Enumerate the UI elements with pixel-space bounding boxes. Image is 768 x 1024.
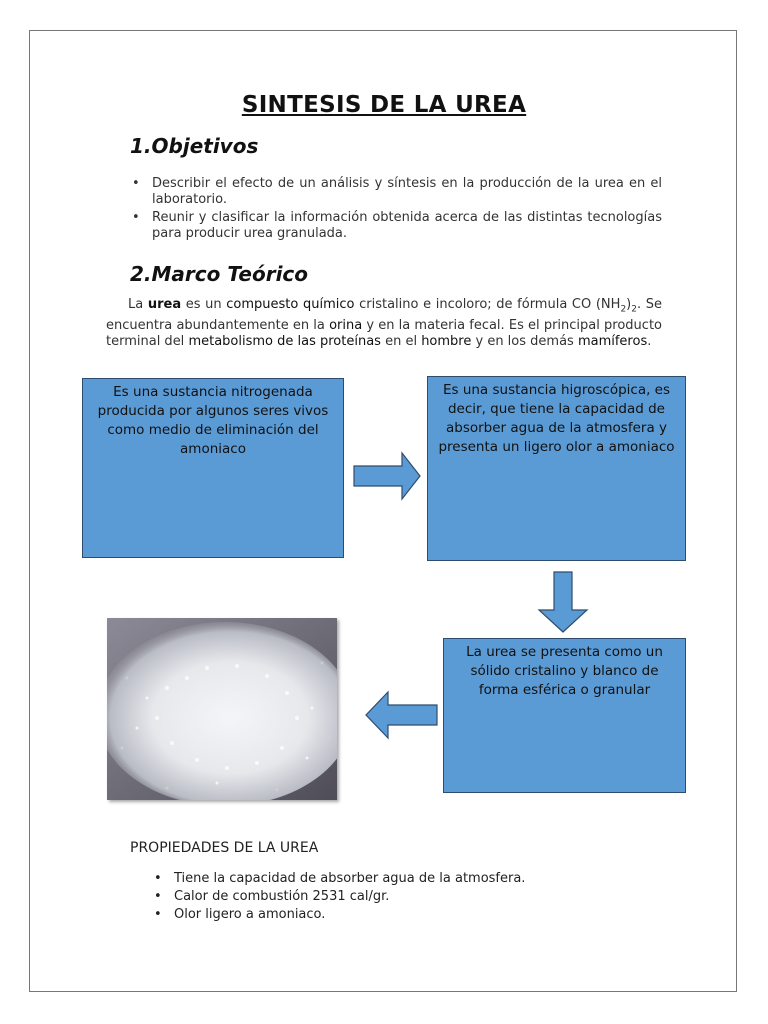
arrow-down-icon — [536, 570, 590, 634]
propiedades-list — [152, 870, 602, 924]
diagram-box-3-text: La urea se presenta como un sólido cristalino y blanco de forma esférica o granular — [466, 644, 663, 698]
arrow-left-icon — [364, 690, 440, 740]
diagram-box-2 — [427, 376, 686, 561]
diagram-box-2-text: Es una sustancia higroscópica, es decir, que tiene la capacidad de absorber agua de la atmosfera y presenta un ligero olor a amoniaco — [438, 382, 675, 455]
urea-granules-image — [107, 618, 337, 800]
diagram-box-1 — [82, 378, 344, 558]
para-text: y en la materia fecal. Es el principal producto terminal del — [106, 317, 662, 349]
objetivo-item: • Reunir y clasificar la información obtenida acerca de las distintas tecnologías para producir urea granulada. — [130, 210, 662, 242]
propiedad-item: • Olor ligero a amoniaco. — [152, 906, 602, 924]
para-term-compuesto: compuesto químico — [226, 297, 355, 312]
para-subscript: 2 — [631, 304, 637, 315]
para-term-orina: orina — [329, 317, 363, 333]
para-text: y en los demás — [471, 333, 578, 349]
document-title: SINTESIS DE LA UREA — [241, 92, 527, 118]
diagram-box-3 — [443, 638, 686, 793]
arrow-right-icon — [352, 450, 422, 502]
para-text: . — [647, 333, 652, 349]
propiedad-item: • Calor de combustión 2531 cal/gr. — [152, 888, 602, 906]
propiedad-item: • Tiene la capacidad de absorber agua de la atmosfera. — [152, 870, 602, 888]
propiedades-heading: PROPIEDADES DE LA UREA — [130, 840, 319, 856]
diagram-box-1-text: Es una sustancia nitrogenada producida por algunos seres vivos como medio de eliminación del amoniaco — [97, 384, 329, 457]
marco-paragraph — [106, 297, 662, 350]
objetivo-item: • Describir el efecto de un análisis y síntesis en la producción de la urea en el laboratorio. — [130, 176, 662, 208]
para-text: . Se encuentra abundantemente en la — [106, 297, 662, 333]
para-text: es un — [181, 297, 227, 312]
para-text: ) — [626, 297, 632, 312]
para-text: cristalino e incoloro; de fórmula CO (NH — [354, 297, 621, 312]
para-term-metabolismo: metabolismo de las proteínas — [188, 333, 381, 349]
objetivos-list — [130, 176, 662, 244]
para-subscript: 2 — [620, 304, 627, 315]
para-term-hombre: hombre — [421, 333, 472, 349]
objetivos-heading: 1.Objetivos — [130, 134, 259, 158]
marco-heading: 2.Marco Teórico — [130, 262, 309, 286]
para-term-urea: urea — [147, 297, 182, 312]
para-term-mamiferos: mamíferos — [577, 333, 648, 349]
para-text: La — [128, 297, 144, 312]
para-text: en el — [380, 333, 422, 349]
